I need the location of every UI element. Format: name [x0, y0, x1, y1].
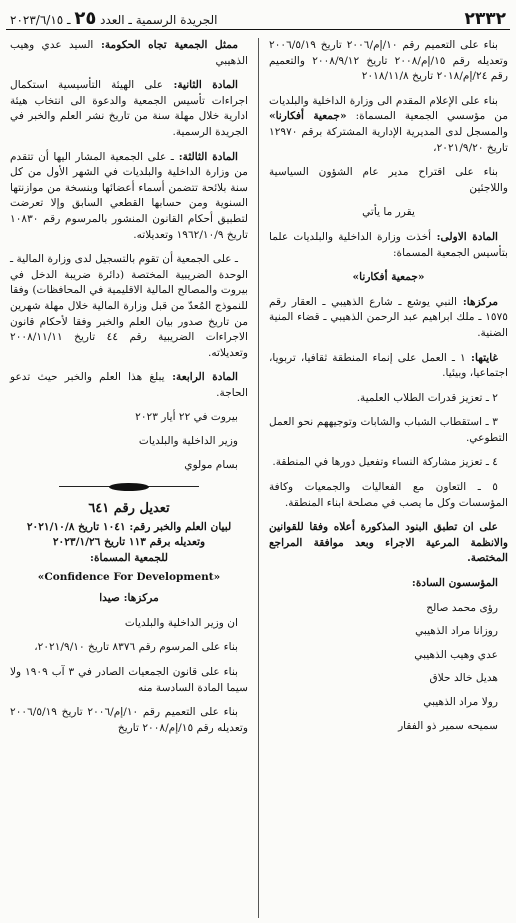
article-3-text: ـ على الجمعية المشار اليها أن تتقدم من وزارة الداخلية والبلديات في الشهر الأول من كل سنة بلائحة تتضمن أسماء أعضائها وبنسخة من موازنتها السنوية ومن حسابها القطعي السابق وإلا تعرضت لتطبيق أحكام القانون المنشور بالمرسوم رقم ١٠٨٣٠ تاريخ ١٩٦٢/١٠/٩ وتعديلاته.: [10, 150, 248, 241]
registration-text: والمسجل لدى المديرية الإدارية المشتركة برقم ١٢٩٧٠ تاريخ ٢٠٢١/٩/٢٠،: [269, 125, 508, 154]
article-3-tax: ـ على الجمعية أن تقوم بالتسجيل لدى وزارة المالية ـ الوحدة الضريبية المختصة (دائرة ضريبة الدخل في بيروت والمصالح المالية الاقليمية في المحافظات) وفقا للنموذج المُعدّ من قبل وزارة المالية خلال مهلة شهرين من تاريخ صدور بيان العلم والخبر وفقا لأحكام قانون الاجراءات الضريبية رقم ٤٤ تاريخ ٢٠٠٨/١١/١١ وتعديلاته.: [9, 253, 248, 359]
paragraph-notification: [269, 94, 508, 156]
amendment-reference: لبيان العلم والخبر رقم: ١٠٤١ تاريخ ٢٠٢١/١٠/٨: [26, 520, 232, 533]
amendment-paragraph: بناء على التعميم رقم ١٠/إم/٢٠٠٦ تاريخ ٢٠٠٦/٥/١٩ وتعديله رقم ١٥/إم/٢٠٠٨ تاريخ: [10, 706, 248, 734]
left-column: [6, 38, 258, 918]
article-4-label: المادة الرابعة:: [164, 371, 238, 384]
article-4: [10, 370, 248, 401]
article-1: [269, 230, 508, 261]
right-column: [258, 38, 510, 918]
article-2-label: المادة الثانية:: [163, 79, 238, 92]
amendment-paragraph: ان وزير الداخلية والبلديات: [124, 616, 238, 629]
section-divider: [59, 483, 199, 491]
association-name-inline: «جمعية أفكارنا»: [269, 110, 347, 123]
compliance-clause: على ان تطبق البنود المذكورة أعلاه وفقا للقوانين والانظمة المرعية الاجراء وبعد موافقة المراجع المختصة.: [269, 521, 508, 565]
article-4-text: يبلغ هذا العلم والخبر حيث تدعو الحاجة.: [10, 371, 248, 399]
paragraph-proposal: بناء على اقتراح مدير عام الشؤون السياسية واللاجئين: [269, 166, 508, 194]
headquarters-text: النبي يوشع ـ شارع الذهيبي ـ العقار رقم ١٥٧٥ ـ ملك ابراهيم عبد الرحمن الذهيبي ـ قضاء المنية الضنية.: [269, 295, 508, 339]
goals-label: غايتها:: [465, 351, 498, 364]
two-column-body: [6, 38, 510, 918]
page-header: [6, 8, 510, 30]
article-3-label: المادة الثالثة:: [173, 150, 238, 163]
founder-name: رولا مراد الذهيبي: [423, 696, 498, 708]
founder-name: روزانا مراد الذهيبي: [415, 625, 498, 638]
paragraph-circular: بناء على التعميم رقم ١٠/إم/٢٠٠٦ تاريخ ٢٠٠٦/٥/١٩ وتعديله رقم ١٥/إم/٢٠٠٨ تاريخ ٢٠٠٨/٩/١٢ والتعميم رقم ٢٤/إم/٢٠١٨ تاريخ ٢٠١٨/١١/٨: [269, 39, 508, 83]
goal-4: ٤ ـ تعزيز مشاركة النساء وتفعيل دورها في المنطقة.: [272, 456, 498, 469]
article-1-text: أخذت وزارة الداخلية والبلديات علما بتأسيس الجمعية المسماة:: [269, 230, 508, 259]
goal-1: [269, 351, 508, 382]
place-date: بيروت في ٢٢ أيار ٢٠٢٣: [135, 411, 238, 424]
government-representative-label: ممثل الجمعية تجاه الحكومة:: [93, 39, 238, 51]
article-3: [10, 150, 248, 244]
association-name: «جمعية أفكارنا»: [352, 271, 425, 284]
minister-title: وزير الداخلية والبلديات: [138, 435, 238, 448]
amendment-title: تعديل رقم ٦٤١: [88, 501, 170, 517]
amendment-headquarters: مركزها: صيدا: [99, 592, 159, 605]
decides-heading: يقرر ما يأتي: [362, 206, 415, 219]
goal-2: ٢ ـ تعزيز قدرات الطلاب العلمية.: [356, 391, 498, 404]
amendment-modification: وتعديله برقم ١١٣ تاريخ ٢٠٢٣/١/٢٦: [52, 536, 206, 549]
headquarters-label: مركزها:: [456, 295, 498, 308]
founder-name: عدي وهيب الذهيبي: [414, 648, 498, 661]
goal-3: ٣ ـ استقطاب الشباب والشابات وتوجيههم نحو العمل التطوعي.: [269, 416, 508, 444]
gazette-name: الجريدة الرسمية ـ العدد: [96, 13, 218, 27]
article-1-label: المادة الاولى:: [431, 230, 498, 243]
amendment-paragraph: بناء على قانون الجمعيات الصادر في ٣ آب ١٩٠٩ ولا سيما المادة السادسة منه: [10, 666, 248, 694]
notification-text: بناء على الإعلام المقدم الى وزارة الداخلية والبلديات من مؤسسي الجمعية المسماة:: [269, 94, 508, 123]
issue-date: ـ ٢٠٢٣/٦/١٥: [10, 13, 75, 27]
amendment-association-label: للجمعية المسماة:: [90, 552, 168, 565]
government-representative-text: السيد عدي وهيب الذهيبي: [10, 39, 248, 67]
founder-name: هديل خالد حلاق: [429, 672, 498, 685]
article-2: [10, 78, 248, 140]
founders-label: المؤسسون السادة:: [411, 577, 498, 590]
founder-name: رؤى محمد صالح: [426, 601, 498, 614]
gazette-title: [10, 8, 217, 29]
government-representative: [10, 38, 248, 69]
headquarters: [269, 295, 508, 342]
amendment-association-name: «Confidence For Development»: [37, 570, 221, 583]
amendment-paragraph: بناء على المرسوم رقم ٨٣٧٦ تاريخ ٢٠٢١/٩/١٠،: [34, 641, 238, 654]
goal-5: ٥ ـ التعاون مع الفعاليات والجمعيات وكافة المؤسسات وكل ما يصب في مصلحة ابناء المنطقة.: [269, 481, 508, 509]
page-number: ٢٣٣٢: [464, 9, 506, 29]
founder-name: سميحه سمير ذو الفقار: [398, 719, 498, 732]
minister-name: بسام مولوي: [184, 458, 238, 471]
goal-1-text: ١ ـ العمل على إنماء المنطقة ثقافيا، تربويا، اجتماعيا، وبيئيا.: [269, 351, 508, 380]
article-2-text: على الهيئة التأسيسية استكمال اجراءات تأسيس الجمعية والدعوة الى انتخاب هيئة ادارية خلال مهلة سنة من تاريخ نشر العلم والخبر في الجريدة الرسمية.: [10, 79, 248, 138]
issue-number: ٢٥: [74, 8, 97, 29]
